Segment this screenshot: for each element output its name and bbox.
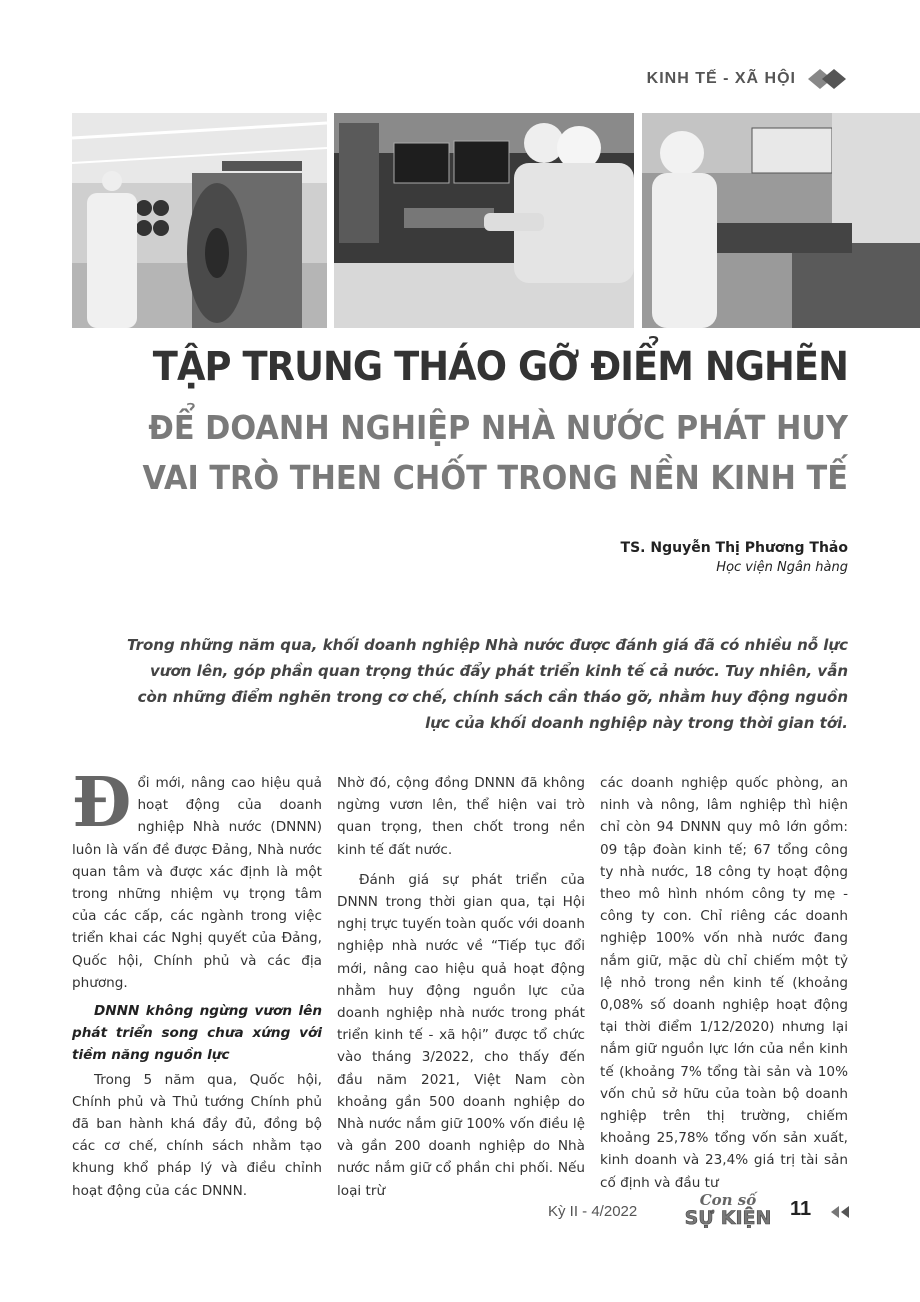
article-subtitle-line-2: VAI TRÒ THEN CHỐT TRONG NỀN KINH TẾ: [142, 458, 848, 497]
svg-text:SỰ KIỆN: SỰ KIỆN: [684, 1207, 772, 1228]
body-column-2: [337, 772, 585, 1202]
article-title: TẬP TRUNG THÁO GỠ ĐIỂM NGHẼN: [152, 344, 849, 390]
page-number: 11: [790, 1198, 812, 1220]
author-name: TS. Nguyễn Thị Phương Thảo: [620, 540, 848, 556]
magazine-logo: [672, 1190, 784, 1228]
double-arrow-left-icon: [830, 1204, 850, 1223]
body-column-3: [600, 772, 848, 1194]
factory-worker-spools-photo: [72, 113, 327, 328]
body-paragraph: Nhờ đó, cộng đồng DNNN đã không ngừng vươn lên, thể hiện vai trò quan trọng, then chốt trong nền kinh tế đất nước.: [337, 775, 585, 858]
photo-strip: [72, 113, 920, 328]
section-tag: [600, 64, 850, 94]
cleanroom-technician-photo: [642, 113, 920, 328]
lead-paragraph: Trong những năm qua, khối doanh nghiệp Nhà nước được đánh giá đã có nhiều nỗ lực vươn lên, góp phần quan trọng thúc đẩy phát triển kinh tế cả nước. Tuy nhiên, vẫn còn những điểm nghẽn trong cơ chế, chính sách cần tháo gỡ, nhằm huy động nguồn lực của khối doanh nghiệp này trong thời gian tới.: [127, 636, 848, 732]
body-paragraph: Trong 5 năm qua, Quốc hội, Chính phủ và Thủ tướng Chính phủ đã ban hành khá đầy đủ, đồng bộ các cơ chế, chính sách nhằm tạo khung khổ pháp lý và điều chỉnh hoạt động của các DNNN.: [72, 1071, 322, 1199]
svg-text:Con số: Con số: [699, 1191, 757, 1209]
body-paragraph: Đánh giá sự phát triển của DNNN trong thời gian qua, tại Hội nghị trực tuyến toàn quốc với doanh nghiệp nhà nước về “Tiếp tục đổi mới, nâng cao hiệu quả hoạt động nhằm huy động nguồn lực của doanh nghiệp nhà nước trong phát triển kinh tế - xã hội” được tổ chức vào tháng 3/2022, cho thấy đến đầu năm 2021, Việt Nam còn khoảng gần 500 doanh nghiệp do Nhà nước nắm giữ 100% vốn điều lệ và gần 200 doanh nghiệp do Nhà nước nắm giữ cổ phần chi phối. Nếu loại trừ: [337, 871, 585, 1199]
section-label: KINH TẾ - XÃ HỘI: [646, 70, 796, 87]
double-arrow-icon: [802, 67, 850, 91]
control-room-engineers-photo: [334, 113, 634, 328]
issue-label: Kỳ II - 4/2022: [548, 1203, 638, 1220]
author-affiliation: Học viện Ngân hàng: [716, 560, 848, 575]
body-paragraph: [72, 763, 322, 994]
article-subtitle-line-1: ĐỂ DOANH NGHIỆP NHÀ NƯỚC PHÁT HUY: [148, 408, 848, 447]
section-subheading: DNNN không ngừng vươn lên phát triển song chưa xứng với tiềm năng nguồn lực: [72, 1003, 322, 1064]
drop-cap: Đ: [72, 763, 132, 843]
body-column-1: [72, 763, 322, 1202]
body-paragraph: các doanh nghiệp quốc phòng, an ninh và nông, lâm nghiệp thì hiện chỉ còn 94 DNNN quy mô lớn gồm: 09 tập đoàn kinh tế; 67 tổng công ty nhà nước, 18 công ty hoạt động theo mô hình nhóm công ty mẹ - công ty con. Chỉ riêng các doanh nghiệp 100% vốn nhà nước đang nắm giữ, mặc dù chỉ chiếm một tỷ lệ nhỏ trong nền kinh tế (khoảng 0,08% số doanh nghiệp hoạt động tại thời điểm 1/12/2020) nhưng lại nắm giữ nguồn lực lớn của nền kinh tế (khoảng 7% tổng tài sản và 10% vốn chủ sở hữu của toàn bộ doanh nghiệp trên thị trường, chiếm khoảng 25,78% tổng vốn sản xuất, kinh doanh và 23,4% giá trị tài sản cố định và đầu tư: [600, 775, 848, 1191]
paragraph-text: ổi mới, nâng cao hiệu quả hoạt động của doanh nghiệp Nhà nước (DNNN) luôn là vấn đề được Đảng, Nhà nước quan tâm và được xác định là một trong những nhiệm vụ trọng tâm của các cấp, các ngành trong việc triển khai các Nghị quyết của Đảng, Quốc hội, Chính phủ và các địa phương.: [72, 775, 322, 991]
